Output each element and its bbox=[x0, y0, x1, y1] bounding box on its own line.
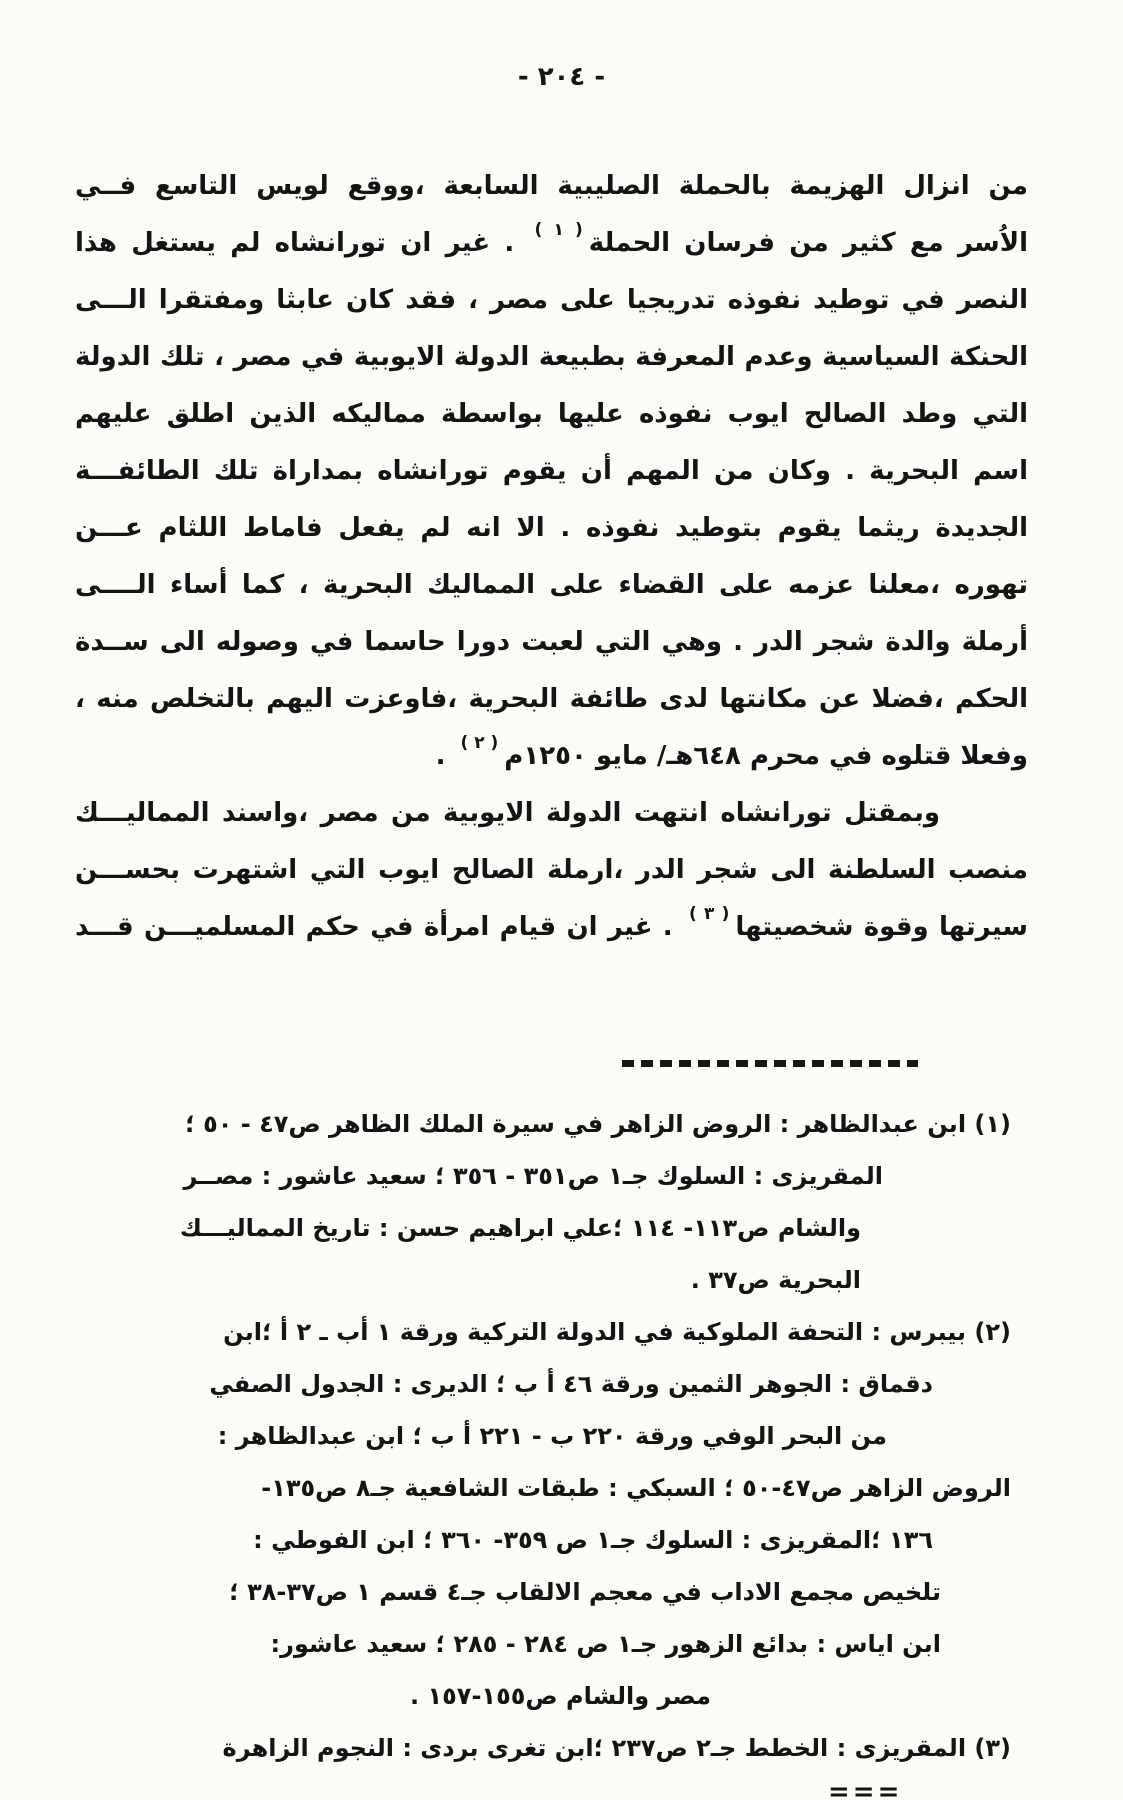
text-line bbox=[75, 215, 1028, 272]
text-segment: . غير ان تورانشاه لم يستغل هذا bbox=[75, 228, 529, 258]
main-text-block bbox=[75, 158, 1028, 956]
text-line bbox=[75, 728, 1028, 785]
text-line: تهوره ،معلنا عزمه على القضاء على المماليك البحرية ، كما أساء الــــى bbox=[75, 570, 1028, 600]
text-line: منصب السلطنة الى شجر الدر ،ارملة الصالح ايوب التي اشتهرت بحســـن bbox=[75, 855, 1028, 885]
footnote-2-line: تلخيص مجمع الاداب في معجم الالقاب جـ٤ قسم ١ ص٣٧-٣٨ ؛ bbox=[229, 1578, 941, 1606]
footnote-2-line: ١٣٦ ؛المقريزى : السلوك جـ١ ص ٣٥٩- ٣٦٠ ؛ ابن الفوطي : bbox=[253, 1526, 933, 1554]
footnote-2-line: ابن اياس : بدائع الزهور جـ١ ص ٢٨٤ - ٢٨٥ ؛ سعيد عاشور: bbox=[270, 1630, 941, 1658]
footnote-3-line: (٣) المقريزى : الخطط جـ٢ ص٢٣٧ ؛ابن تغرى بردى : النجوم الزاهرة bbox=[222, 1734, 1011, 1762]
footnote-ref-1: ( ١ ) bbox=[534, 220, 583, 240]
text-line: النصر في توطيد نفوذه تدريجيا على مصر ، فقد كان عابثا ومفتقرا الـــى bbox=[75, 285, 1028, 315]
footnote-2-line: من البحر الوفي ورقة ٢٢٠ ب - ٢٢١ أ ب ؛ ابن عبدالظاهر : bbox=[217, 1422, 887, 1450]
footnote-separator bbox=[622, 1060, 918, 1067]
text-line: التي وطد الصالح ايوب نفوذه عليها بواسطة مماليكه الذين اطلق عليهم bbox=[75, 399, 1028, 429]
text-line: الحنكة السياسية وعدم المعرفة بطبيعة الدولة الايوبية في مصر ، تلك الدولة bbox=[75, 342, 1028, 372]
footnote-1-line: المقريزى : السلوك جـ١ ص٣٥١ - ٣٥٦ ؛ سعيد عاشور : مصــر bbox=[183, 1162, 883, 1190]
text-line: من انزال الهزيمة بالحملة الصليبية السابعة ،ووقع لويس التاسع فــي bbox=[75, 171, 1028, 201]
footnote-2-line: (٢) بيبرس : التحفة الملوكية في الدولة التركية ورقة ١ أب ـ ٢ أ ؛ابن bbox=[223, 1318, 1011, 1346]
footnote-2-line: دقماق : الجوهر الثمين ورقة ٤٦ أ ب ؛ الديرى : الجدول الصفي bbox=[209, 1370, 933, 1398]
footnote-1-line: والشام ص١١٣- ١١٤ ؛علي ابراهيم حسن : تاريخ المماليـــك bbox=[179, 1214, 861, 1242]
footnotes-block bbox=[68, 1098, 1011, 1800]
footnote-1-line: البحرية ص٣٧ . bbox=[690, 1266, 861, 1294]
text-line: أرملة والدة شجر الدر . وهي التي لعبت دورا حاسما في وصوله الى ســدة bbox=[75, 627, 1028, 657]
text-segment: . غير ان قيام امرأة في حكم المسلميـــن قـــد bbox=[75, 912, 684, 942]
text-line: اسم البحرية . وكان من المهم أن يقوم تورانشاه بمداراة تلك الطائفـــة bbox=[75, 456, 1028, 486]
footnote-2-line: مصر والشام ص١٥٥-١٥٧ . bbox=[410, 1682, 711, 1710]
text-segment: سيرتها وقوة شخصيتها bbox=[735, 912, 1029, 942]
footnote-ref-2: ( ٢ ) bbox=[460, 733, 499, 753]
text-line: الحكم ،فضلا عن مكانتها لدى طائفة البحرية ،فاوعزت اليهم بالتخلص منه ، bbox=[75, 684, 1028, 714]
text-line: الجديدة ريثما يقوم بتوطيد نفوذه . الا انه لم يفعل فاماط اللثام عـــن bbox=[75, 513, 1028, 543]
text-segment: وفعلا قتلوه في محرم ٦٤٨هـ/ مايو ١٢٥٠م bbox=[504, 741, 1028, 771]
footnote-2-line: الروض الزاهر ص٤٧-٥٠ ؛ السبكي : طبقات الشافعية جـ٨ ص١٣٥- bbox=[261, 1474, 1011, 1502]
continuation-marker: === bbox=[828, 1777, 903, 1800]
text-segment: . bbox=[435, 741, 455, 771]
page-number: - ٢٠٤ - bbox=[517, 62, 606, 92]
footnote-1-line: (١) ابن عبدالظاهر : الروض الزاهر في سيرة الملك الظاهر ص٤٧ - ٥٠ ؛ bbox=[185, 1110, 1011, 1138]
text-line: وبمقتل تورانشاه انتهت الدولة الايوبية من مصر ،واسند المماليـــك bbox=[75, 798, 940, 828]
footnote-ref-3: ( ٣ ) bbox=[689, 904, 730, 924]
text-line bbox=[75, 899, 1028, 956]
text-segment: الاُسر مع كثير من فرسان الحملة bbox=[588, 228, 1028, 258]
